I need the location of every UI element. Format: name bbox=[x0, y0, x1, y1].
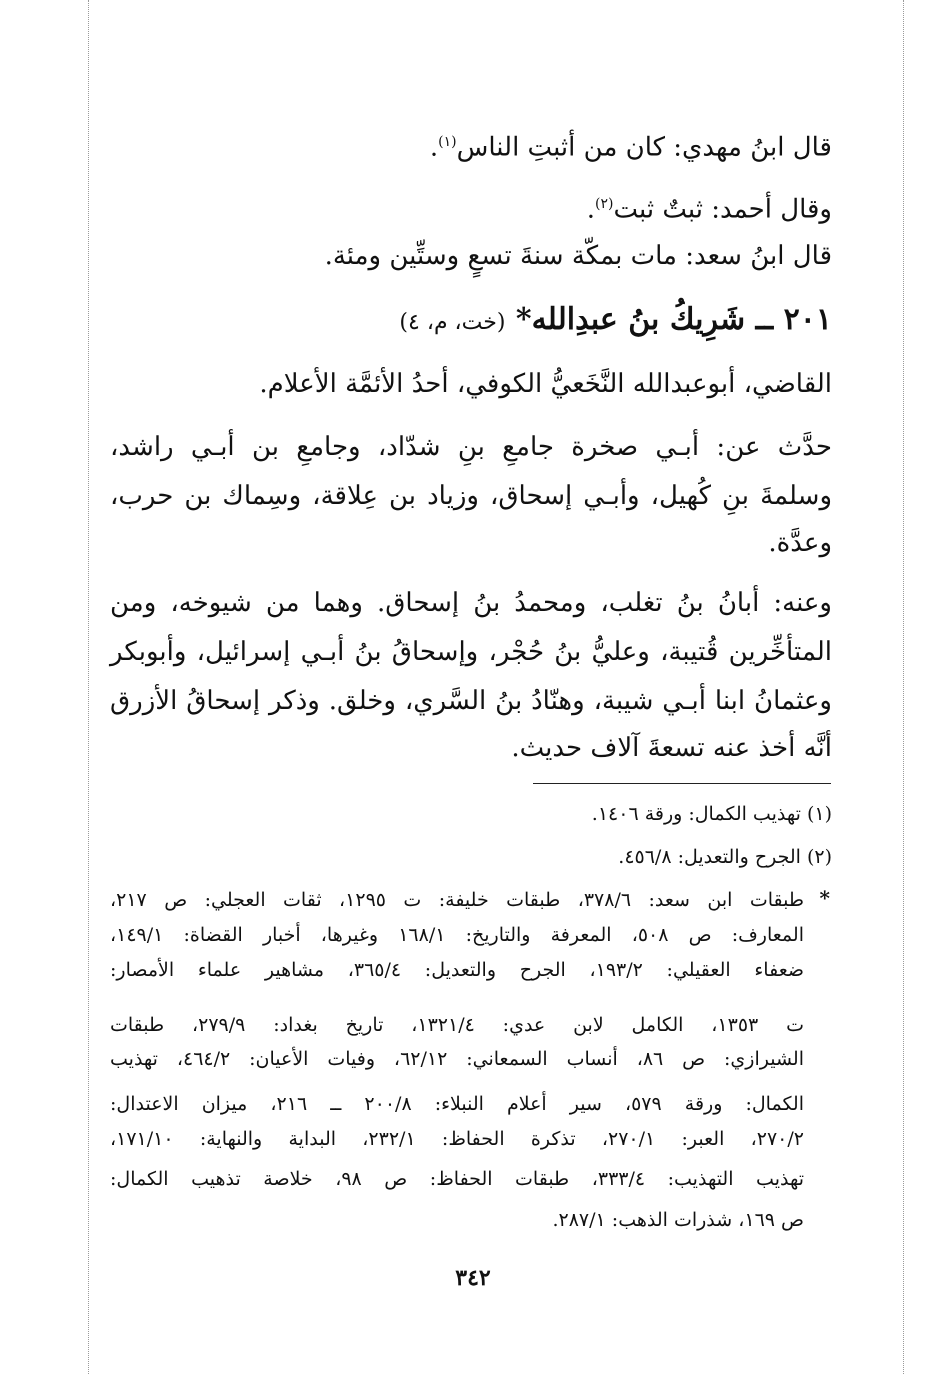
line-2-end: . bbox=[586, 194, 595, 225]
source-line-8: تهذيب التهذيب: ٣٣٣/٤، طبقات الحفاظ: ص ٩٨، خلاصة تذهيب الكمال: bbox=[110, 1168, 805, 1190]
footnote-star-marker: * bbox=[819, 886, 830, 910]
left-margin-dotted-line bbox=[88, 0, 89, 1374]
entry-number: ٢٠١ ــ bbox=[755, 302, 832, 337]
source-list bbox=[110, 0, 804, 1374]
teachers-line-2: وسلمةَ بنِ كُهيل، وأبـي إسحاق، وزياد بن عِلاقة، وسِماك بن حرب، bbox=[110, 481, 832, 511]
right-margin-dotted-line bbox=[903, 0, 904, 1374]
footnotes bbox=[110, 0, 832, 1374]
footnote-ref-2: (٢) bbox=[594, 196, 614, 212]
source-line-1: طبقات ابن سعد: ٣٧٨/٦، طبقات خليفة: ت ١٢٩٥، ثقات العجلي: ص ٢١٧، bbox=[110, 889, 804, 911]
source-line-3: ضعفاء العقيلي: ١٩٣/٢، الجرح والتعديل: ٣٦٥/٤، مشاهير علماء الأمصار: bbox=[110, 959, 804, 981]
line-2-text: وقال أحمد: ثبتٌ ثبت bbox=[613, 194, 832, 225]
entry-name: شَرِيكُ بنُ عبدِالله* bbox=[515, 302, 746, 337]
entry-codes: (خت، م، ٤) bbox=[399, 310, 506, 335]
footnote-ref-1: (١) bbox=[438, 134, 457, 150]
source-line-7: ٢٧٠/٢، العبر: ٢٧٠/١، تذكرة الحفاظ: ٢٣٢/١، البداية والنهاية: ١٧١/١٠، bbox=[110, 1128, 804, 1150]
footnote-1: (١) تهذيب الكمال: ورقة ١٤٠٦. bbox=[591, 803, 832, 825]
students-line-1: وعنه: أبانُ بنُ تغلب، ومحمدُ بنُ إسحاق. وهما من شيوخه، ومن bbox=[110, 588, 832, 618]
line-1-text: قال ابنُ مهدي: كان من أثبتِ الناس bbox=[456, 132, 832, 163]
source-line-4: ت ١٣٥٣، الكامل لابن عدي: ١٣٢١/٤، تاريخ بغداد: ٢٧٩/٩، طبقات bbox=[110, 1014, 804, 1036]
students-line-4: أنَّه أخذ عنه تسعةَ آلاف حديث. bbox=[511, 733, 832, 763]
bio-intro: القاضي، أبوعبدالله النَّخَعيُّ الكوفي، أحدُ الأئمَّة الأعلام. bbox=[259, 369, 832, 399]
body-line-3: قال ابنُ سعد: مات بمكّة سنةَ تسعٍ وستِّين ومئة. bbox=[324, 241, 832, 271]
source-line-9: ص ١٦٩، شذرات الذهب: ٢٨٧/١. bbox=[552, 1209, 804, 1231]
source-line-6: الكمال: ورقة ٥٧٩، سير أعلام النبلاء: ٢٠٠/٨ ــ ٢١٦، ميزان الاعتدال: bbox=[110, 1093, 804, 1115]
teachers-line-3: وعدَّة. bbox=[768, 528, 832, 558]
footnote-2: (٢) الجرح والتعديل: ٤٥٦/٨. bbox=[618, 846, 832, 868]
students-line-2: المتأخِّرين قُتيبة، وعليُّ بنُ حُجْر، وإسحاقُ بنُ أبـي إسرائيل، وأبوبكر bbox=[110, 637, 832, 667]
line-1-end: . bbox=[429, 132, 439, 163]
source-line-2: المعارف: ص ٥٠٨، المعرفة والتاريخ: ١٦٨/١ وغيرها، أخبار القضاة: ١٤٩/١، bbox=[110, 924, 804, 946]
teachers-line-1: حدَّث عن: أبـي صخرة جامعِ بنِ شدّاد، وجامعِ بن أبـي راشد، bbox=[110, 432, 832, 462]
page-number: ٣٤٢ bbox=[455, 1265, 491, 1291]
students-line-3: وعثمانُ ابنا أبـي شيبة، وهنّادُ بنُ السَّري، وخلق. وذكر إسحاقُ الأزرق bbox=[110, 686, 832, 716]
source-line-5: الشيرازي: ص ٨٦، أنساب السمعاني: ٦٢/١٢، وفيات الأعيان: ٤٦٤/٢، تهذيب bbox=[110, 1048, 804, 1070]
